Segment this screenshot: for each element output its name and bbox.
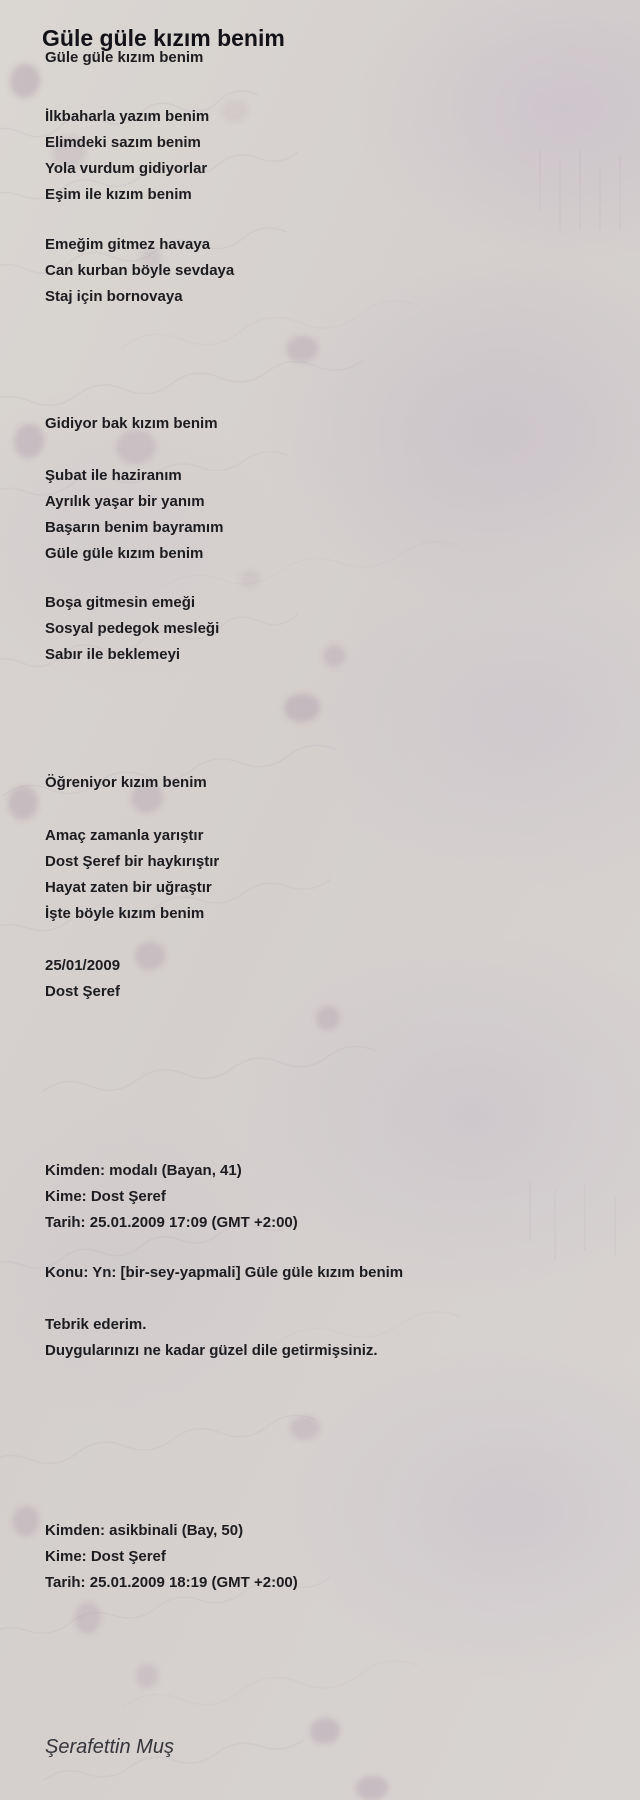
- poem-stanza: [45, 232, 234, 310]
- comment-subject-row: [45, 1260, 403, 1286]
- page-title: Güle güle kızım benim: [42, 25, 285, 52]
- poem-line: Dost Şeref bir haykırıştır: [45, 853, 220, 870]
- poem-stanza: [45, 770, 207, 796]
- poem-line: Elimdeki sazım benim: [45, 134, 201, 151]
- comment-header: [45, 1158, 298, 1236]
- poem-stanza: [45, 104, 209, 208]
- poem-line: Gidiyor bak kızım benim: [45, 415, 218, 432]
- poem-line: Staj için bornovaya: [45, 288, 183, 305]
- poem-line: Öğreniyor kızım benim: [45, 774, 207, 791]
- poem-stanza: [45, 590, 219, 668]
- poem-line: Güle güle kızım benim: [45, 545, 204, 562]
- comment-from: Kimden: modalı (Bayan, 41): [45, 1162, 242, 1179]
- poem-line: İşte böyle kızım benim: [45, 905, 205, 922]
- comment-to: Kime: Dost Şeref: [45, 1548, 166, 1565]
- poem-line: Şubat ile haziranım: [45, 467, 182, 484]
- poem-footer: [45, 953, 120, 1005]
- poem-line: Sosyal pedegok mesleği: [45, 620, 220, 637]
- poem-line: Boşa gitmesin emeği: [45, 594, 196, 611]
- comment-date: Tarih: 25.01.2009 17:09 (GMT +2:00): [45, 1214, 298, 1231]
- comment-header: [45, 1518, 298, 1596]
- poem-line: Ayrılık yaşar bir yanım: [45, 493, 205, 510]
- poem-line: Hayat zaten bir uğraştır: [45, 879, 212, 896]
- poem-line: Amaç zamanla yarıştır: [45, 827, 204, 844]
- comment-to: Kime: Dost Şeref: [45, 1188, 166, 1205]
- comment-subject: Konu: Yn: [bir-sey-yapmali] Güle güle kızım benim: [45, 1264, 404, 1281]
- poem-line: Sabır ile beklemeyi: [45, 646, 181, 663]
- poem-line: Emeğim gitmez havaya: [45, 236, 211, 253]
- poem-line: Can kurban böyle sevdaya: [45, 262, 235, 279]
- poem-stanza: [45, 823, 219, 927]
- poem-line: Güle güle kızım benim: [45, 49, 204, 66]
- comment-body-line: Tebrik ederim.: [45, 1316, 147, 1333]
- poem-stanza: [45, 45, 203, 71]
- poem-stanza: [45, 463, 223, 567]
- author-signature: Şerafettin Muş: [45, 1736, 174, 1758]
- poem-line: Başarın benim bayramım: [45, 519, 224, 536]
- poem-author-nick: Dost Şeref: [45, 983, 121, 1000]
- comment-from: Kimden: asikbinali (Bay, 50): [45, 1522, 244, 1539]
- comment-body: [45, 1312, 378, 1364]
- comment-body-line: Duygularınızı ne kadar güzel dile getirmişsiniz.: [45, 1342, 378, 1359]
- comment-date: Tarih: 25.01.2009 18:19 (GMT +2:00): [45, 1574, 298, 1591]
- poem-line: Eşim ile kızım benim: [45, 186, 192, 203]
- poem-line: İlkbaharla yazım benim: [45, 108, 210, 125]
- poem-date: 25/01/2009: [45, 957, 121, 974]
- poem-line: Yola vurdum gidiyorlar: [45, 160, 208, 177]
- poem-stanza: [45, 411, 218, 437]
